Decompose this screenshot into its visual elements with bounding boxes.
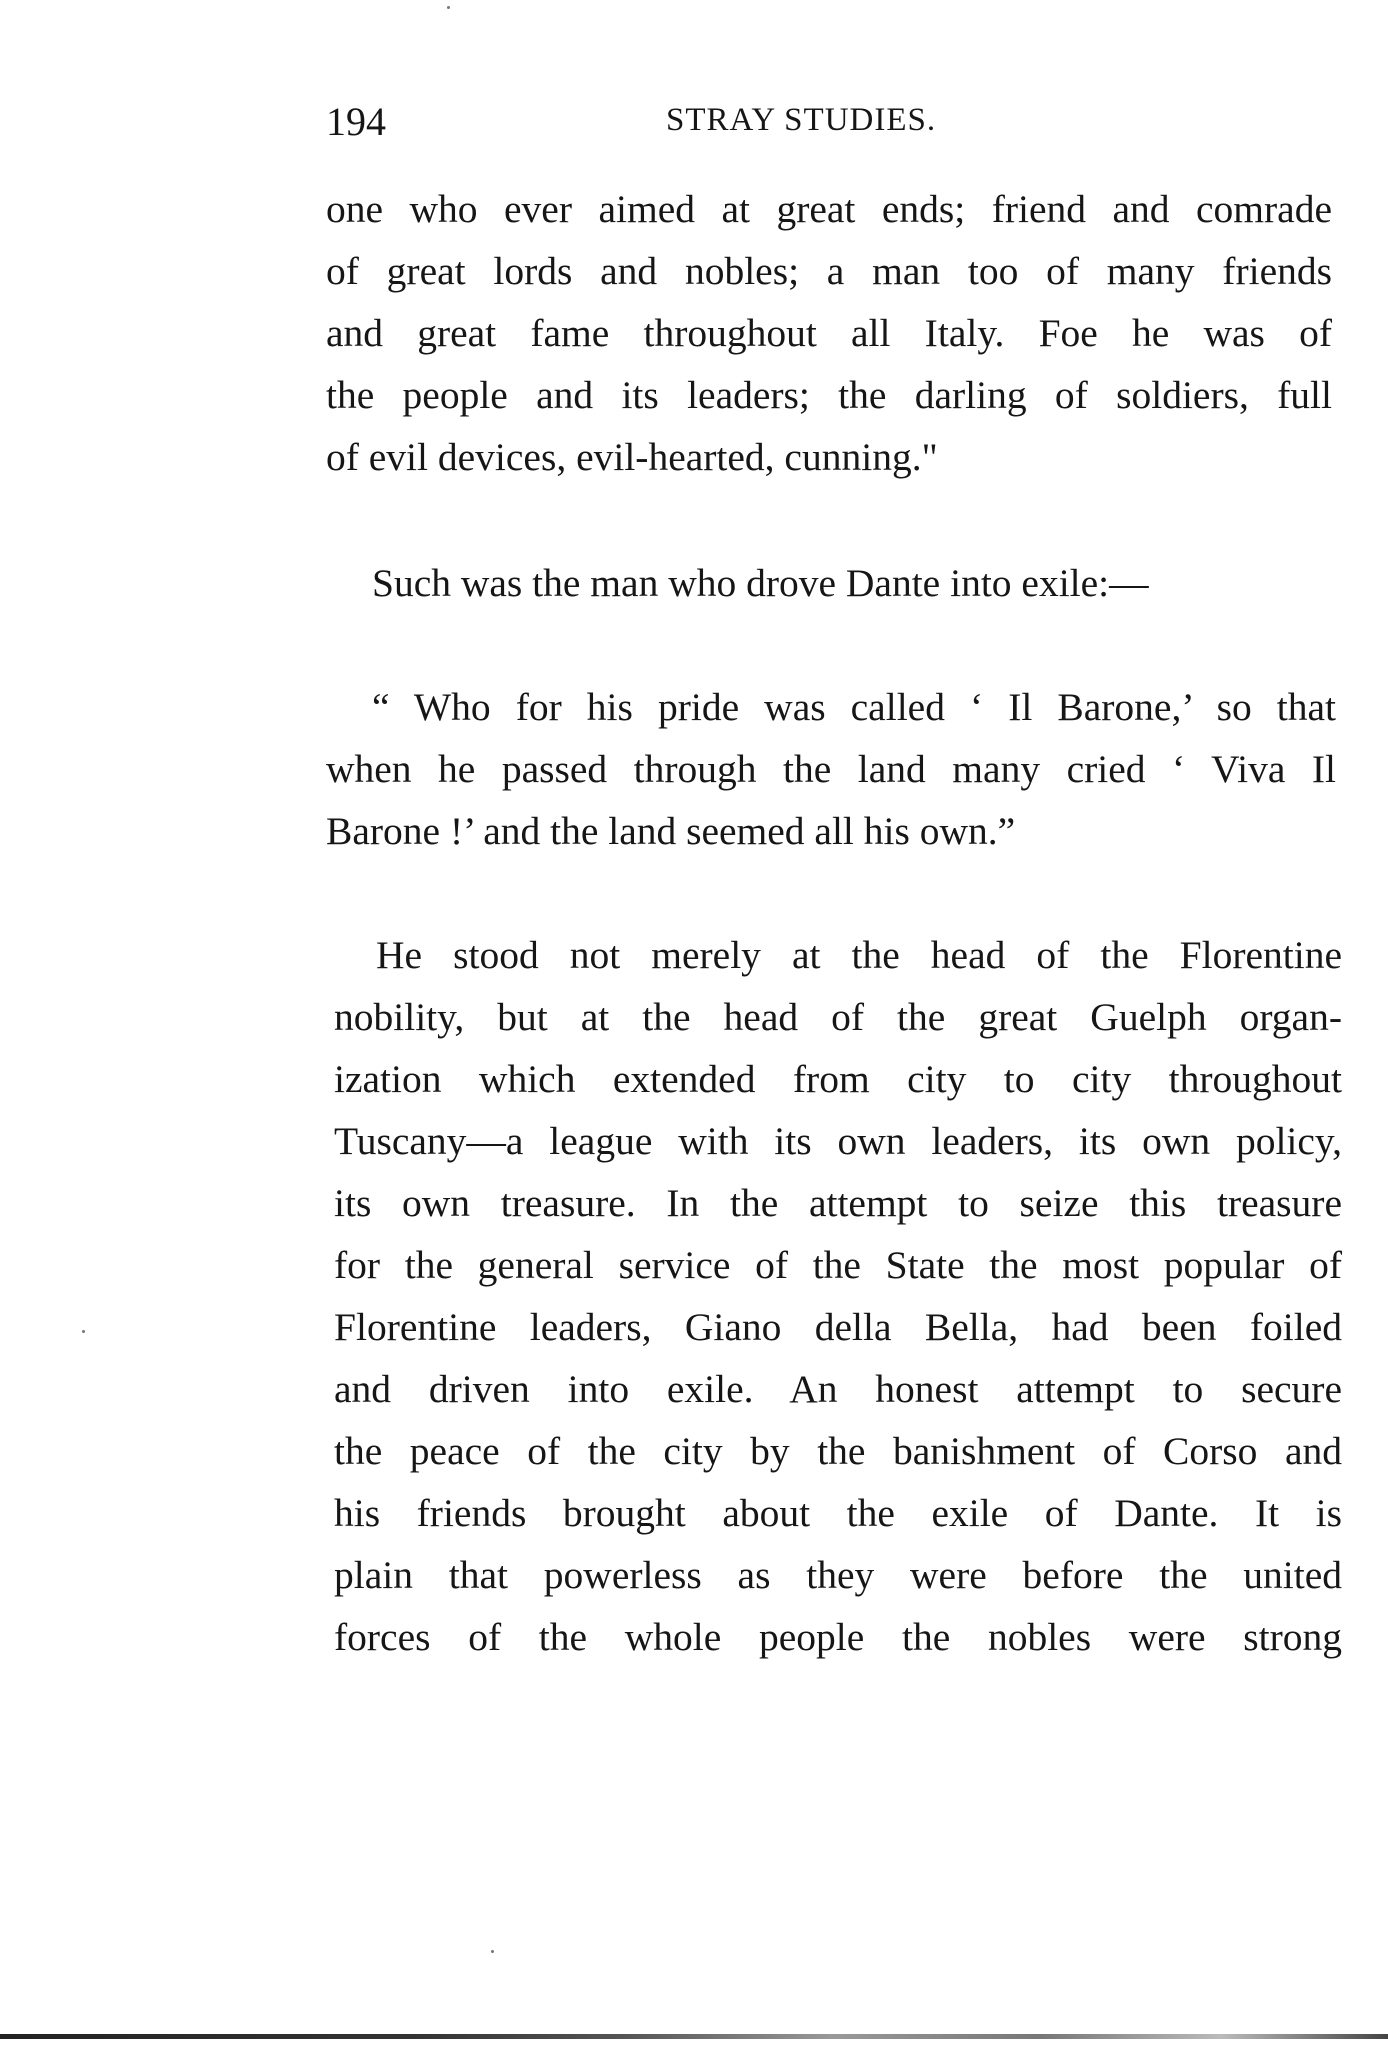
text-line: nobility, but at the head of the great Guelph organ- (334, 995, 1342, 1039)
paragraph-4 (334, 924, 1342, 1668)
text-line: its own treasure. In the attempt to seize this treasure (334, 1181, 1342, 1225)
text-line: his friends brought about the exile of Dante. It is (334, 1491, 1342, 1535)
text-line: ization which extended from city to city throughout (334, 1057, 1342, 1101)
paper-speck (82, 1330, 85, 1333)
text-line: of evil devices, evil-hearted, cunning." (326, 435, 938, 479)
text-line: the people and its leaders; the darling of soldiers, full (326, 373, 1332, 417)
text-line: and driven into exile. An honest attempt to secure (334, 1367, 1342, 1411)
page-header (326, 98, 1338, 158)
text-line: “ Who for his pride was called ‘ Il Barone,’ so that (372, 685, 1336, 729)
paper-speck (491, 1950, 494, 1953)
text-line: He stood not merely at the head of the Florentine (376, 933, 1342, 977)
text-line: and great fame throughout all Italy. Foe he was of (326, 311, 1332, 355)
paragraph-1 (326, 178, 1332, 488)
text-line: plain that powerless as they were before the united (334, 1553, 1342, 1597)
page-number: 194 (326, 99, 386, 144)
text-line: Florentine leaders, Giano della Bella, had been foiled (334, 1305, 1342, 1349)
text-line: Tuscany—a league with its own leaders, its own policy, (334, 1119, 1342, 1163)
page-bottom-edge (0, 2034, 1388, 2039)
text-line: for the general service of the State the most popular of (334, 1243, 1342, 1287)
running-title: STRAY STUDIES. (666, 102, 937, 138)
paragraph-2 (372, 552, 1272, 614)
text-line: the peace of the city by the banishment of Corso and (334, 1429, 1342, 1473)
quotation-paragraph (326, 676, 1336, 862)
text-line: Such was the man who drove Dante into exile:— (372, 561, 1149, 605)
text-line: one who ever aimed at great ends; friend and comrade (326, 187, 1332, 231)
text-line: when he passed through the land many cried ‘ Viva Il (326, 747, 1336, 791)
paper-speck (447, 6, 450, 9)
text-line: forces of the whole people the nobles were strong (334, 1615, 1342, 1659)
text-line: Barone !’ and the land seemed all his own.” (326, 809, 1016, 853)
text-line: of great lords and nobles; a man too of many friends (326, 249, 1332, 293)
